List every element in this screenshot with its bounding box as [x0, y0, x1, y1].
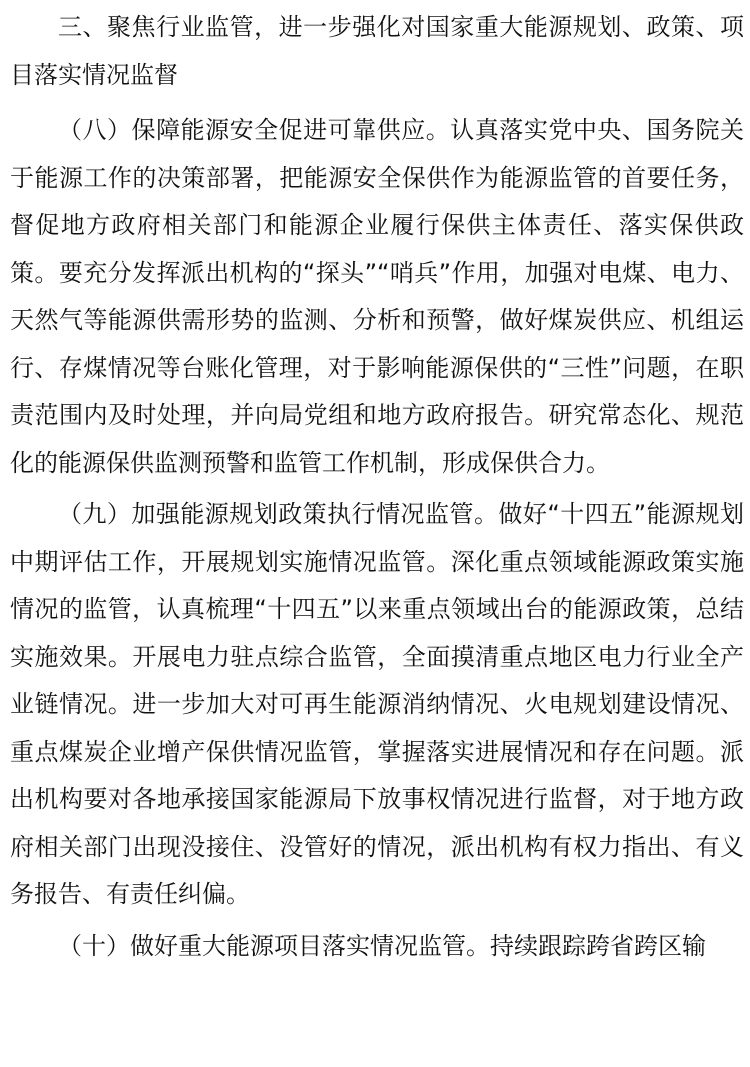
section-heading: 三、聚焦行业监管，进一步强化对国家重大能源规划、政策、项目落实情况监督	[10, 13, 744, 89]
paragraph-9: （九）加强能源规划政策执行情况监管。做好“十四五”能源规划中期评估工作，开展规划实施情况监管。深化重点领域能源政策实施情况的监管，认真梳理“十四五”以来重点领域出台的能源政策，总结实施效果。开展电力驻点综合监管，全面摸清重点地区电力行业全产业链情况。进一步加大对可再生能源消纳情况、火电规划建设情况、重点煤炭企业增产保供情况监管，掌握落实进展情况和存在问题。派出机构要对各地承接国家能源局下放事权情况进行监督，对于地方政府相关部门出现没接住、没管好的情况，派出机构有权力指出、有义务报告、有责任纠偏。	[10, 500, 744, 908]
paragraph-10: （十）做好重大能源项目落实情况监管。持续跟踪跨省跨区输	[58, 931, 706, 960]
paragraph-8: （八）保障能源安全促进可靠供应。认真落实党中央、国务院关于能源工作的决策部署，把能源安全保供作为能源监管的首要任务，督促地方政府相关部门和能源企业履行保供主体责任、落实保供政策。要充分发挥派出机构的“探头”“哨兵”作用，加强对电煤、电力、天然气等能源供需形势的监测、分析和预警，做好煤炭供应、机组运行、存煤情况等台账化管理，对于影响能源保供的“三性”问题，在职责范围内及时处理，并向局党组和地方政府报告。研究常态化、规范化的能源保供监测预警和监管工作机制，形成保供合力。	[10, 116, 744, 477]
document-page	[0, 4, 750, 1067]
